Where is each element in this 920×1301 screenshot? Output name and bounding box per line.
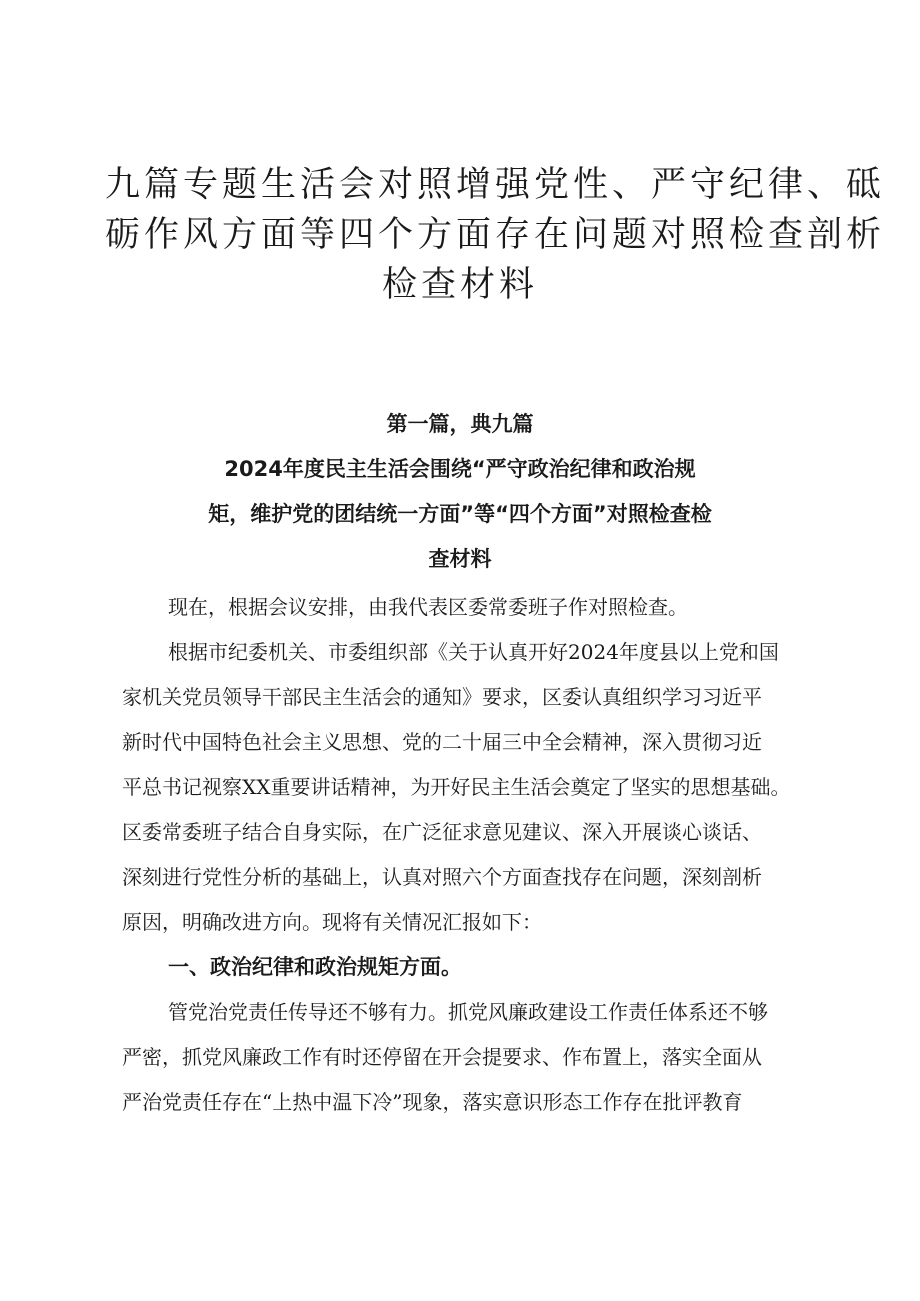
subtitle-line: 查材料: [428, 547, 492, 571]
title-line: 检查材料: [381, 265, 538, 305]
paragraph-line: 严治党责任存在“上热中温下冷”现象，落实意识形态工作存在批评教育: [122, 1090, 743, 1114]
chapter-label: 第一篇，典九篇: [386, 412, 534, 436]
paragraph-line: 家机关党员领导干部民主生活会的通知》要求，区委认真组织学习习近平: [122, 685, 762, 709]
paragraph-intro: 现在，根据会议安排，由我代表区委常委班子作对照检查。: [168, 595, 688, 619]
document-body: [122, 585, 812, 1125]
title-line: 九篇专题生活会对照增强党性、严守纪律、砥: [105, 165, 886, 205]
chapter-heading-block: [150, 402, 770, 582]
paragraph-line: 平总书记视察XX重要讲话精神，为开好民主生活会奠定了坚实的思想基础。: [122, 775, 791, 799]
subtitle-line: 2024年度民主生活会围绕“严守政治纪律和政治规: [224, 457, 696, 481]
paragraph-line: 根据市纪委机关、市委组织部《关于认真开好2024年度县以上党和国: [168, 640, 779, 664]
title-line: 砺作风方面等四个方面存在问题对照检查剖析: [105, 215, 886, 255]
paragraph-line: 严密，抓党风廉政工作有时还停留在开会提要求、作布置上，落实全面从: [122, 1045, 762, 1069]
subtitle-line: 矩，维护党的团结统一方面”等“四个方面”对照检查检: [208, 502, 712, 526]
paragraph-line: 原因，明确改进方向。现将有关情况汇报如下：: [122, 910, 542, 934]
paragraph-line: 区委常委班子结合自身实际，在广泛征求意见建议、深入开展谈心谈话、: [122, 820, 762, 844]
paragraph-line: 新时代中国特色社会主义思想、党的二十届三中全会精神，深入贯彻习近: [122, 730, 762, 754]
paragraph-background: [122, 630, 812, 945]
section-heading: 一、政治纪律和政治规矩方面。: [168, 955, 462, 979]
paragraph-line: 管党治党责任传导还不够有力。抓党风廉政建设工作责任体系还不够: [168, 1000, 768, 1024]
paragraph-section-1: [122, 990, 812, 1125]
document-title: [105, 160, 886, 310]
paragraph-line: 深刻进行党性分析的基础上，认真对照六个方面查找存在问题，深刻剖析: [122, 865, 762, 889]
